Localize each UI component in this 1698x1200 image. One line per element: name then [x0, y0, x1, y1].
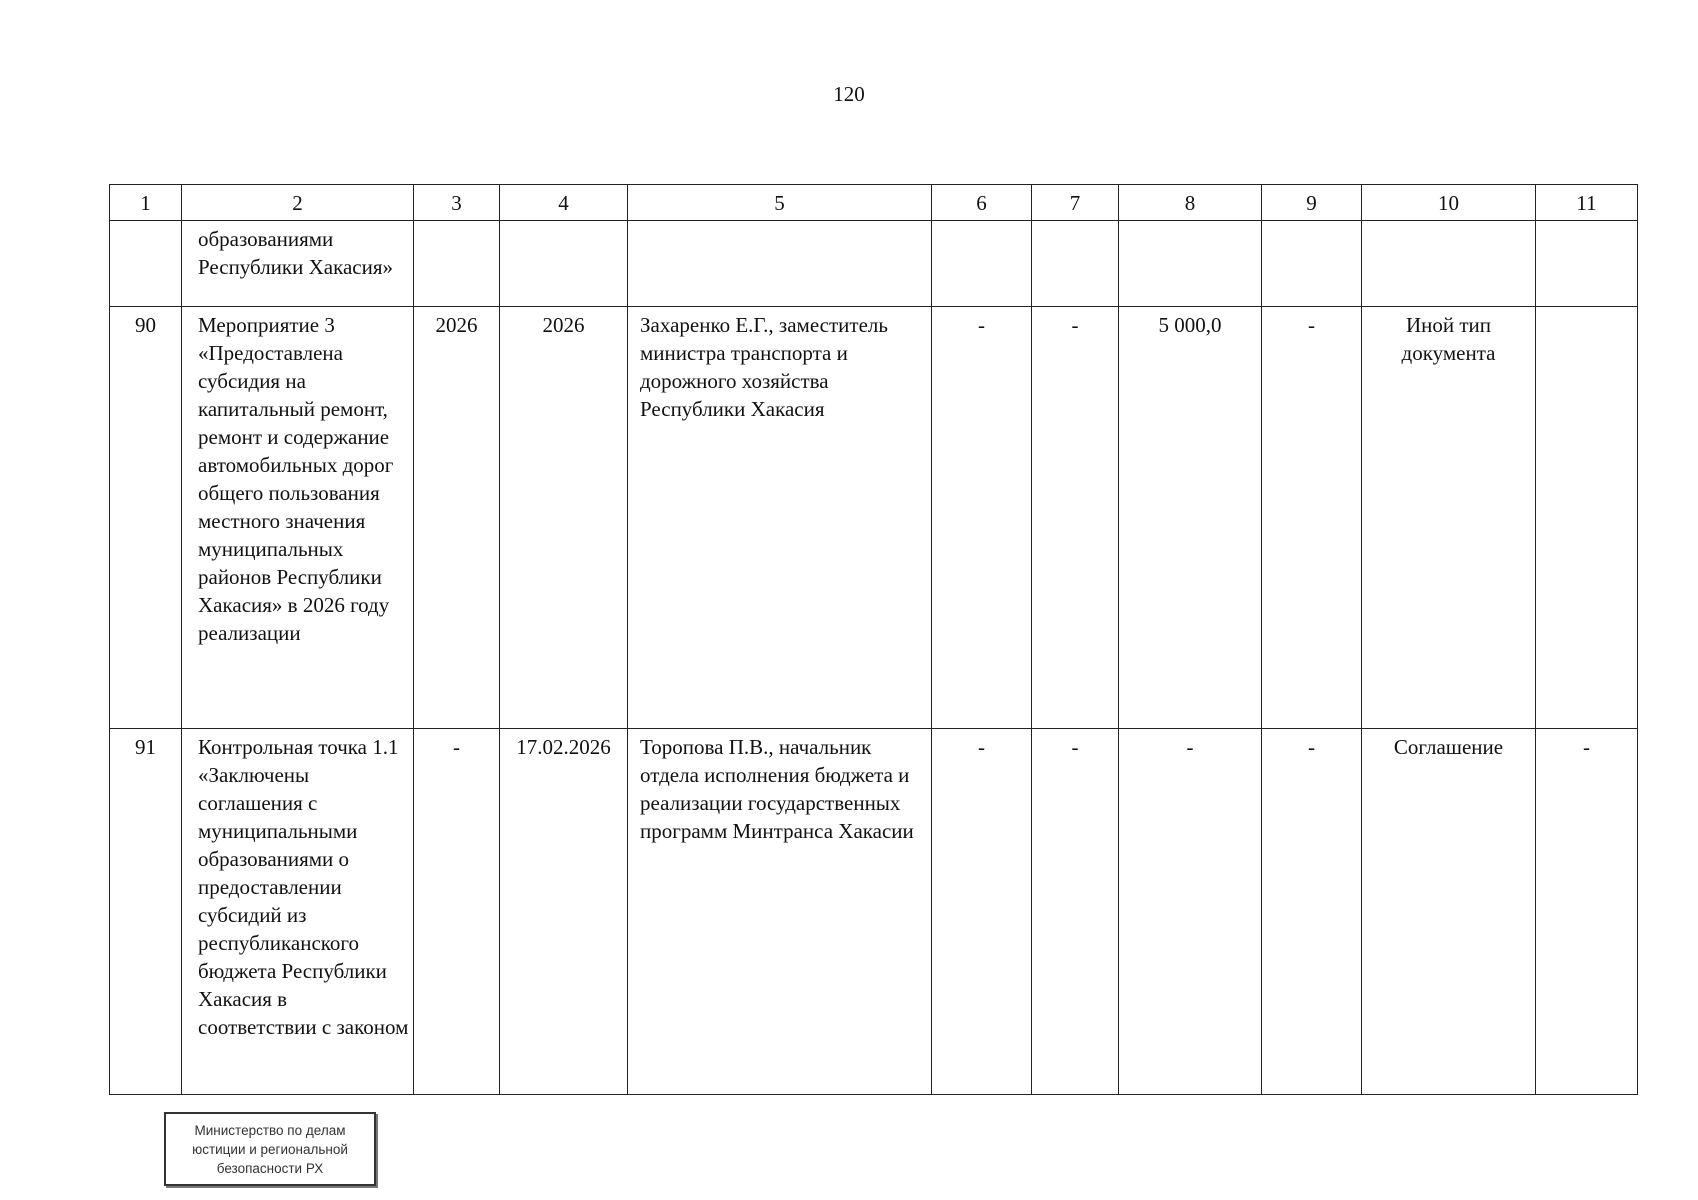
cell-document-type: Соглашение [1362, 729, 1536, 1095]
cell-col9: - [1262, 307, 1362, 729]
cell-col6: - [932, 729, 1032, 1095]
cell-description: образованиями Республики Хакасия» [182, 221, 414, 307]
cell-document-type [1362, 221, 1536, 307]
table-row [110, 729, 1638, 1095]
col-header-10: 10 [1362, 185, 1536, 221]
col-header-5: 5 [628, 185, 932, 221]
stamp-line: юстиции и региональной [192, 1141, 348, 1157]
cell-number: 91 [110, 729, 182, 1095]
cell-start-year: - [414, 729, 500, 1095]
cell-document-type: Иной тип документа [1362, 307, 1536, 729]
cell-number: 90 [110, 307, 182, 729]
cell-start-year: 2026 [414, 307, 500, 729]
cell-col7: - [1032, 307, 1119, 729]
cell-responsible: Захаренко Е.Г., заместитель министра транспорта и дорожного хозяйства Республики Хакасия [628, 307, 932, 729]
cell-col9: - [1262, 729, 1362, 1095]
table-header-row [110, 185, 1638, 221]
cell-col11 [1536, 307, 1638, 729]
cell-responsible [628, 221, 932, 307]
cell-col11: - [1536, 729, 1638, 1095]
cell-responsible: Торопова П.В., начальник отдела исполнения бюджета и реализации государственных программ Минтранса Хакасии [628, 729, 932, 1095]
stamp-line: Министерство по делам [194, 1122, 346, 1138]
cell-col8: - [1119, 729, 1262, 1095]
cell-end-date [500, 221, 628, 307]
cell-number [110, 221, 182, 307]
col-header-4: 4 [500, 185, 628, 221]
cell-end-date: 2026 [500, 307, 628, 729]
col-header-1: 1 [110, 185, 182, 221]
col-header-11: 11 [1536, 185, 1638, 221]
cell-description: Мероприятие 3 «Предоставлена субсидия на капитальный ремонт, ремонт и содержание автомобильных дорог общего пользования местного значения муниципальных районов Республики Хакасия» в 2026 году реализации [182, 307, 414, 729]
col-header-9: 9 [1262, 185, 1362, 221]
col-header-6: 6 [932, 185, 1032, 221]
cell-description: Контрольная точка 1.1 «Заключены соглашения с муниципальными образованиями о предоставлении субсидий из республиканского бюджета Республики Хакасия в соответствии с законом [182, 729, 414, 1095]
cell-col6 [932, 221, 1032, 307]
activities-table [109, 184, 1638, 1095]
table-row [110, 221, 1638, 307]
cell-col7: - [1032, 729, 1119, 1095]
ministry-stamp [164, 1112, 376, 1186]
col-header-8: 8 [1119, 185, 1262, 221]
cell-start-year [414, 221, 500, 307]
cell-col7 [1032, 221, 1119, 307]
table-row [110, 307, 1638, 729]
cell-col8 [1119, 221, 1262, 307]
cell-col6: - [932, 307, 1032, 729]
cell-col8: 5 000,0 [1119, 307, 1262, 729]
page-number: 120 [833, 82, 865, 106]
cell-col9 [1262, 221, 1362, 307]
col-header-7: 7 [1032, 185, 1119, 221]
cell-end-date: 17.02.2026 [500, 729, 628, 1095]
col-header-3: 3 [414, 185, 500, 221]
col-header-2: 2 [182, 185, 414, 221]
cell-col11 [1536, 221, 1638, 307]
stamp-line: безопасности РХ [216, 1160, 324, 1176]
